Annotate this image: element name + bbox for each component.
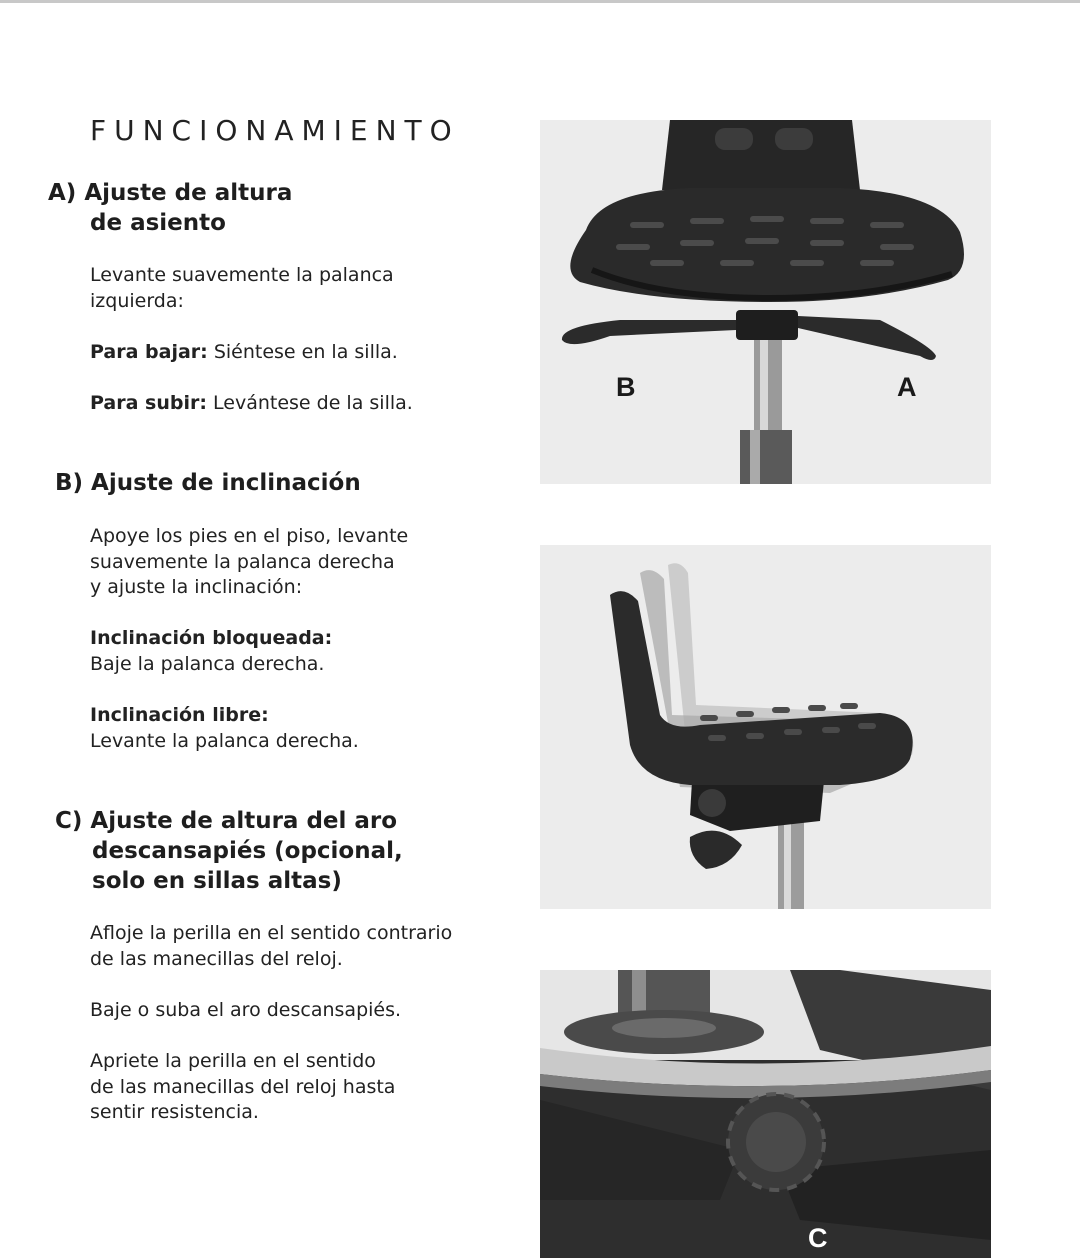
lever-a-label: A (897, 372, 917, 402)
free-text: Levante la palanca derecha. (90, 729, 359, 752)
section-a-raise-instruction (90, 391, 413, 417)
section-a-heading-line1: A) Ajuste de altura (48, 180, 293, 206)
locked-label: Inclinación bloqueada: (90, 627, 333, 649)
section-b-free (90, 703, 359, 754)
section-a-heading (48, 178, 292, 238)
ring-knob-label: C (808, 1223, 828, 1253)
section-c-heading (55, 806, 403, 896)
section-c-step1-line1: Afloje la perilla en el sentido contrario (90, 922, 453, 944)
section-c-heading-line2: descansapiés (opcional, (92, 838, 403, 864)
seat-levers-illustration (540, 120, 991, 484)
section-a-heading-line2: de asiento (90, 210, 226, 236)
lower-label: Para bajar: (90, 341, 208, 363)
section-a-intro (90, 263, 394, 314)
section-c-step2-line1: Baje o suba el aro descansapiés. (90, 999, 402, 1021)
raise-label: Para subir: (90, 392, 207, 414)
section-a-intro-line1: Levante suavemente la palanca (90, 264, 394, 286)
seat-levers-photo (540, 120, 991, 484)
top-divider (0, 0, 1080, 3)
section-c-step3-line2: de las manecillas del reloj hasta (90, 1075, 396, 1098)
section-c-step3 (90, 1049, 395, 1126)
free-label: Inclinación libre: (90, 704, 269, 726)
section-c-step3-line1: Apriete la perilla en el sentido (90, 1050, 376, 1072)
footrest-knob-illustration (540, 970, 991, 1258)
section-b-intro-line2: suavemente la palanca derecha (90, 550, 395, 573)
page-title: FUNCIONAMIENTO (90, 114, 460, 147)
seat-tilt-photo (540, 545, 991, 909)
section-c-step3-line3: sentir resistencia. (90, 1101, 259, 1123)
raise-text: Levántese de la silla. (206, 392, 413, 414)
locked-text: Baje la palanca derecha. (90, 652, 325, 675)
section-b-intro-line3: y ajuste la inclinación: (90, 576, 303, 598)
footrest-knob-photo (540, 970, 991, 1258)
lever-b-label: B (616, 372, 636, 402)
section-c-heading-line1: C) Ajuste de altura del aro (55, 808, 398, 834)
section-b-locked (90, 626, 332, 677)
section-c-step1-line2: de las manecillas del reloj. (90, 947, 343, 970)
section-b-heading (55, 468, 361, 498)
section-c-step1 (90, 921, 452, 972)
lower-text: Siéntese en la silla. (207, 341, 398, 363)
section-a-intro-line2: izquierda: (90, 289, 184, 312)
section-b-intro (90, 524, 408, 601)
section-a-lower-instruction (90, 340, 398, 366)
section-c-heading-line3: solo en sillas altas) (92, 868, 342, 894)
section-b-heading-line1: B) Ajuste de inclinación (55, 470, 361, 496)
section-b-intro-line1: Apoye los pies en el piso, levante (90, 525, 409, 547)
seat-tilt-illustration (540, 545, 991, 909)
section-c-step2 (90, 998, 401, 1024)
